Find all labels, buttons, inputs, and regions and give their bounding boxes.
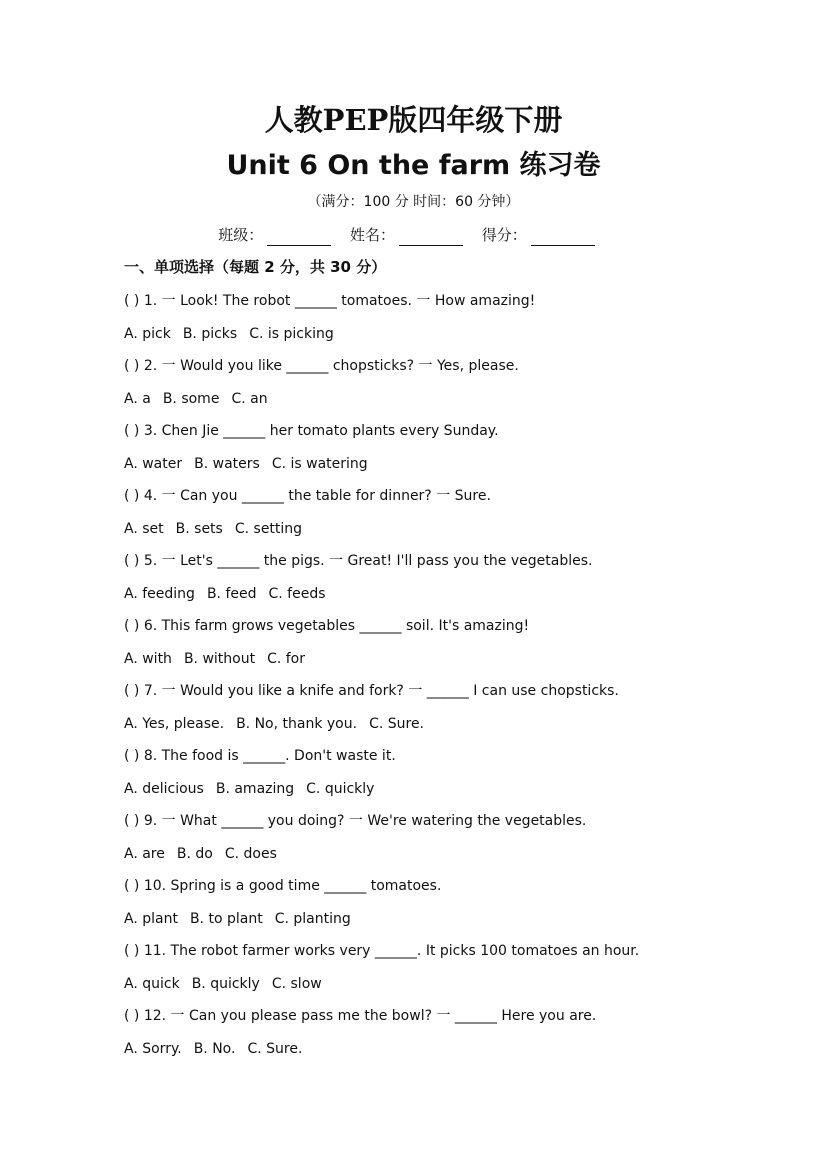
question-stem: ( ) 11. The robot farmer works very ______. It picks 100 tomatoes an hour. [124,943,640,959]
question-options [124,908,744,941]
option-b: B. to plant [189,910,263,927]
option-c: C. feeds [268,585,326,602]
option-c: C. Sure. [369,715,425,732]
option-b: B. picks [182,325,238,342]
score-time-info: （满分：100 分 时间：60 分钟） [307,194,520,210]
question-stem: ( ) 1. 一 Look! The robot ______ tomatoes. 一 How amazing! [124,293,536,309]
question-options [124,453,744,486]
option-c: C. for [267,650,306,667]
page-subtitle: Unit 6 On the farm 练习卷 [226,150,601,181]
section-heading: 一、单项选择（每题 2 分，共 30 分） [124,258,387,276]
option-b: B. No. [193,1040,236,1057]
class-label: 班级： [218,226,264,244]
option-a: A. Sorry. [124,1040,182,1057]
option-b: B. No, thank you. [236,715,358,732]
score-label: 得分： [481,226,527,244]
question-list [124,290,744,1070]
option-b: B. amazing [215,780,295,797]
option-c: C. setting [234,520,303,537]
option-c: C. does [224,845,277,862]
question-options [124,1038,744,1071]
name-label: 姓名： [349,226,395,244]
question-stem: ( ) 10. Spring is a good time ______ tomatoes. [124,878,442,894]
question-stem: ( ) 7. 一 Would you like a knife and fork? 一 ______ I can use chopsticks. [124,683,619,699]
question-options [124,388,744,421]
question-options [124,648,744,681]
option-c: C. quickly [306,780,375,797]
option-a: A. are [124,845,165,862]
question-options [124,778,744,811]
option-b: B. some [162,390,220,407]
option-c: C. is watering [271,455,368,472]
option-a: A. a [124,390,151,407]
question-options [124,583,744,616]
question-options [124,973,744,1006]
option-c: C. Sure. [247,1040,303,1057]
option-c: C. slow [271,975,322,992]
name-blank [399,229,463,246]
option-b: B. do [176,845,213,862]
option-a: A. quick [124,975,180,992]
option-a: A. delicious [124,780,204,797]
option-b: B. waters [194,455,260,472]
question-stem: ( ) 2. 一 Would you like ______ chopsticks? 一 Yes, please. [124,358,519,374]
option-c: C. planting [274,910,351,927]
question-stem: ( ) 3. Chen Jie ______ her tomato plants every Sunday. [124,423,499,439]
class-blank [267,229,331,246]
question-stem: ( ) 12. 一 Can you please pass me the bowl? 一 ______ Here you are. [124,1008,597,1024]
option-a: A. pick [124,325,171,342]
option-a: A. set [124,520,164,537]
option-b: B. feed [206,585,257,602]
question-stem: ( ) 4. 一 Can you ______ the table for dinner? 一 Sure. [124,488,491,504]
option-a: A. water [124,455,183,472]
option-a: A. Yes, please. [124,715,225,732]
question-options [124,843,744,876]
question-stem: ( ) 9. 一 What ______ you doing? 一 We're watering the vegetables. [124,813,587,829]
option-b: B. sets [175,520,223,537]
student-info-line [0,224,827,246]
option-c: C. an [231,390,268,407]
page-title: 人教PEP版四年级下册 [264,103,563,137]
score-blank [531,229,595,246]
question-options [124,518,744,551]
option-a: A. feeding [124,585,195,602]
question-options [124,713,744,746]
question-stem: ( ) 5. 一 Let's ______ the pigs. 一 Great! I'll pass you the vegetables. [124,553,593,569]
option-b: B. without [183,650,256,667]
option-a: A. with [124,650,172,667]
option-b: B. quickly [191,975,260,992]
option-c: C. is picking [249,325,334,342]
question-stem: ( ) 6. This farm grows vegetables ______ soil. It's amazing! [124,618,530,634]
question-options [124,323,744,356]
question-stem: ( ) 8. The food is ______. Don't waste it. [124,748,396,764]
option-a: A. plant [124,910,178,927]
